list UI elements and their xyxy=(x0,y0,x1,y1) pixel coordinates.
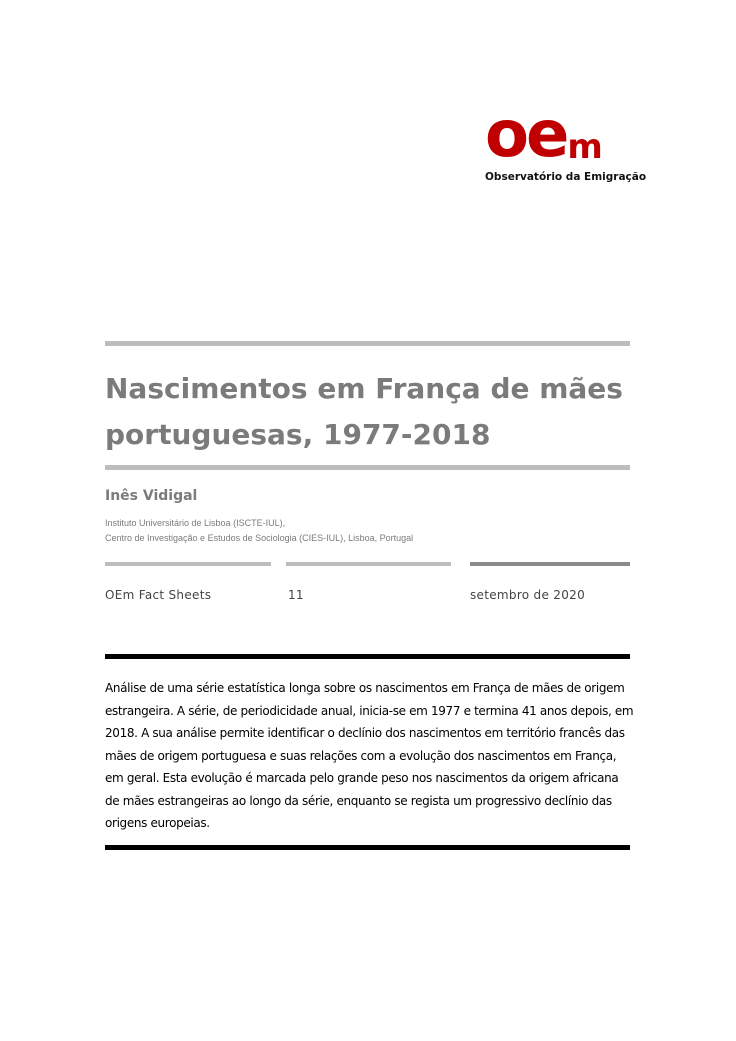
title-bottom-rule xyxy=(105,465,630,470)
series-name: OEm Fact Sheets xyxy=(105,588,212,602)
oem-logo xyxy=(485,98,647,186)
meta-rule-date xyxy=(470,562,630,566)
abstract-bottom-rule xyxy=(105,845,630,850)
affiliation-line-2: Centro de Investigação e Estudos de Sociologia (CIES-IUL), Lisboa, Portugal xyxy=(105,533,414,543)
logo-mark-sub: m xyxy=(567,127,603,167)
abstract-text: Análise de uma série estatística longa sobre os nascimentos em França de mães de origem estrangeira. A série, de periodicidade anual, inicia-se em 1977 e termina 41 anos depois, em 2018. A sua análise permite identificar o declínio dos nascimentos em território francês das mães de origem portuguesa e suas relações com a evolução dos nascimentos em França, em geral. Esta evolução é marcada pelo grande peso nos nascimentos da origem africana de mães estrangeiras ao longo da série, enquanto se regista um progressivo declínio das origens europeias. xyxy=(105,681,634,830)
meta-rule-number xyxy=(286,562,451,566)
abstract-top-rule xyxy=(105,654,630,659)
issue-number: 11 xyxy=(288,588,304,602)
affiliation-line-1: Instituto Universitário de Lisboa (ISCTE-IUL), xyxy=(105,518,286,528)
publication-date: setembro de 2020 xyxy=(470,588,586,602)
document-title: Nascimentos em França de mães portuguesas, 1977-2018 xyxy=(105,372,623,451)
author-name: Inês Vidigal xyxy=(105,488,198,504)
logo-caption: Observatório da Emigração xyxy=(485,171,647,183)
logo-mark-main: oe xyxy=(485,98,567,172)
logo-mark xyxy=(485,98,603,172)
title-top-rule xyxy=(105,341,630,346)
meta-rule-series xyxy=(105,562,271,566)
